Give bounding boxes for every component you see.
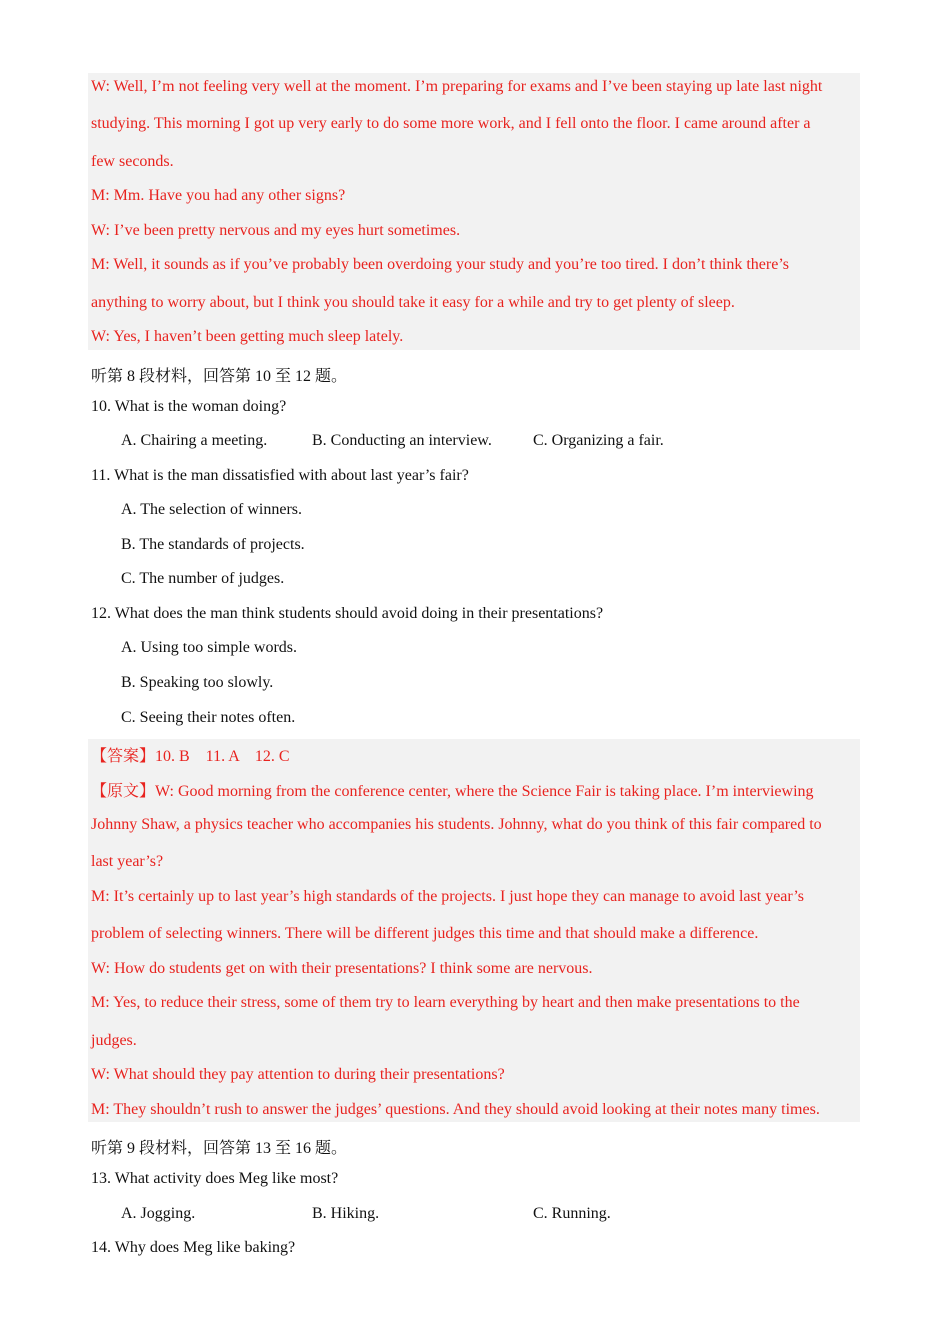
transcript-line: W: Well, I’m not feeling very well at the moment. I’m preparing for exams and I’ve been staying up late last night bbox=[91, 78, 823, 95]
transcript-line: problem of selecting winners. There will be different judges this time and that should make a difference. bbox=[91, 925, 759, 942]
transcript-line: M: Yes, to reduce their stress, some of them try to learn everything by heart and then make presentations to the bbox=[91, 994, 800, 1011]
transcript-line: last year’s? bbox=[91, 853, 164, 870]
question-11: 11. What is the man dissatisfied with about last year’s fair? bbox=[91, 467, 469, 484]
option-b: B. The standards of projects. bbox=[121, 536, 305, 553]
question-14: 14. Why does Meg like baking? bbox=[91, 1239, 296, 1256]
transcript-line: W: Yes, I haven’t been getting much sleep lately. bbox=[91, 328, 404, 345]
transcript-line: W: I’ve been pretty nervous and my eyes hurt sometimes. bbox=[91, 222, 461, 239]
question-12: 12. What does the man think students should avoid doing in their presentations? bbox=[91, 605, 604, 622]
answer-key: 【答案】10. B 11. A 12. C bbox=[91, 748, 290, 765]
option-c: C. Running. bbox=[533, 1205, 611, 1222]
transcript-line: judges. bbox=[91, 1032, 137, 1049]
question-10: 10. What is the woman doing? bbox=[91, 398, 287, 415]
transcript-line: studying. This morning I got up very early to do some more work, and I fell onto the floor. I came around after a bbox=[91, 115, 811, 132]
transcript-line: few seconds. bbox=[91, 153, 174, 170]
option-b: B. Hiking. bbox=[312, 1205, 380, 1222]
option-b: B. Speaking too slowly. bbox=[121, 674, 274, 691]
question-13: 13. What activity does Meg like most? bbox=[91, 1170, 339, 1187]
option-a: A. The selection of winners. bbox=[121, 501, 302, 518]
transcript-line: 【原文】W: Good morning from the conference center, where the Science Fair is taking place. I’m interviewing bbox=[91, 783, 814, 800]
option-c: C. Seeing their notes often. bbox=[121, 709, 296, 726]
option-c: C. The number of judges. bbox=[121, 570, 285, 587]
transcript-line: M: Mm. Have you had any other signs? bbox=[91, 187, 346, 204]
transcript-line: W: How do students get on with their presentations? I think some are nervous. bbox=[91, 960, 593, 977]
transcript-line: M: Well, it sounds as if you’ve probably been overdoing your study and you’re too tired. I don’t think there’s bbox=[91, 256, 789, 273]
transcript-line: anything to worry about, but I think you should take it easy for a while and try to get plenty of sleep. bbox=[91, 294, 735, 311]
transcript-line: M: It’s certainly up to last year’s high standards of the projects. I just hope they can manage to avoid last year’s bbox=[91, 888, 804, 905]
option-b: B. Conducting an interview. bbox=[312, 432, 492, 449]
section-heading: 听第 9 段材料，回答第 13 至 16 题。 bbox=[91, 1140, 348, 1157]
option-a: A. Using too simple words. bbox=[121, 639, 297, 656]
option-a: A. Jogging. bbox=[121, 1205, 196, 1222]
section-heading: 听第 8 段材料，回答第 10 至 12 题。 bbox=[91, 368, 348, 385]
transcript-line: Johnny Shaw, a physics teacher who accompanies his students. Johnny, what do you think of this fair compared to bbox=[91, 816, 822, 833]
option-a: A. Chairing a meeting. bbox=[121, 432, 268, 449]
option-c: C. Organizing a fair. bbox=[533, 432, 664, 449]
transcript-line: W: What should they pay attention to during their presentations? bbox=[91, 1066, 505, 1083]
transcript-line: M: They shouldn’t rush to answer the judges’ questions. And they should avoid looking at their notes many times. bbox=[91, 1101, 820, 1118]
